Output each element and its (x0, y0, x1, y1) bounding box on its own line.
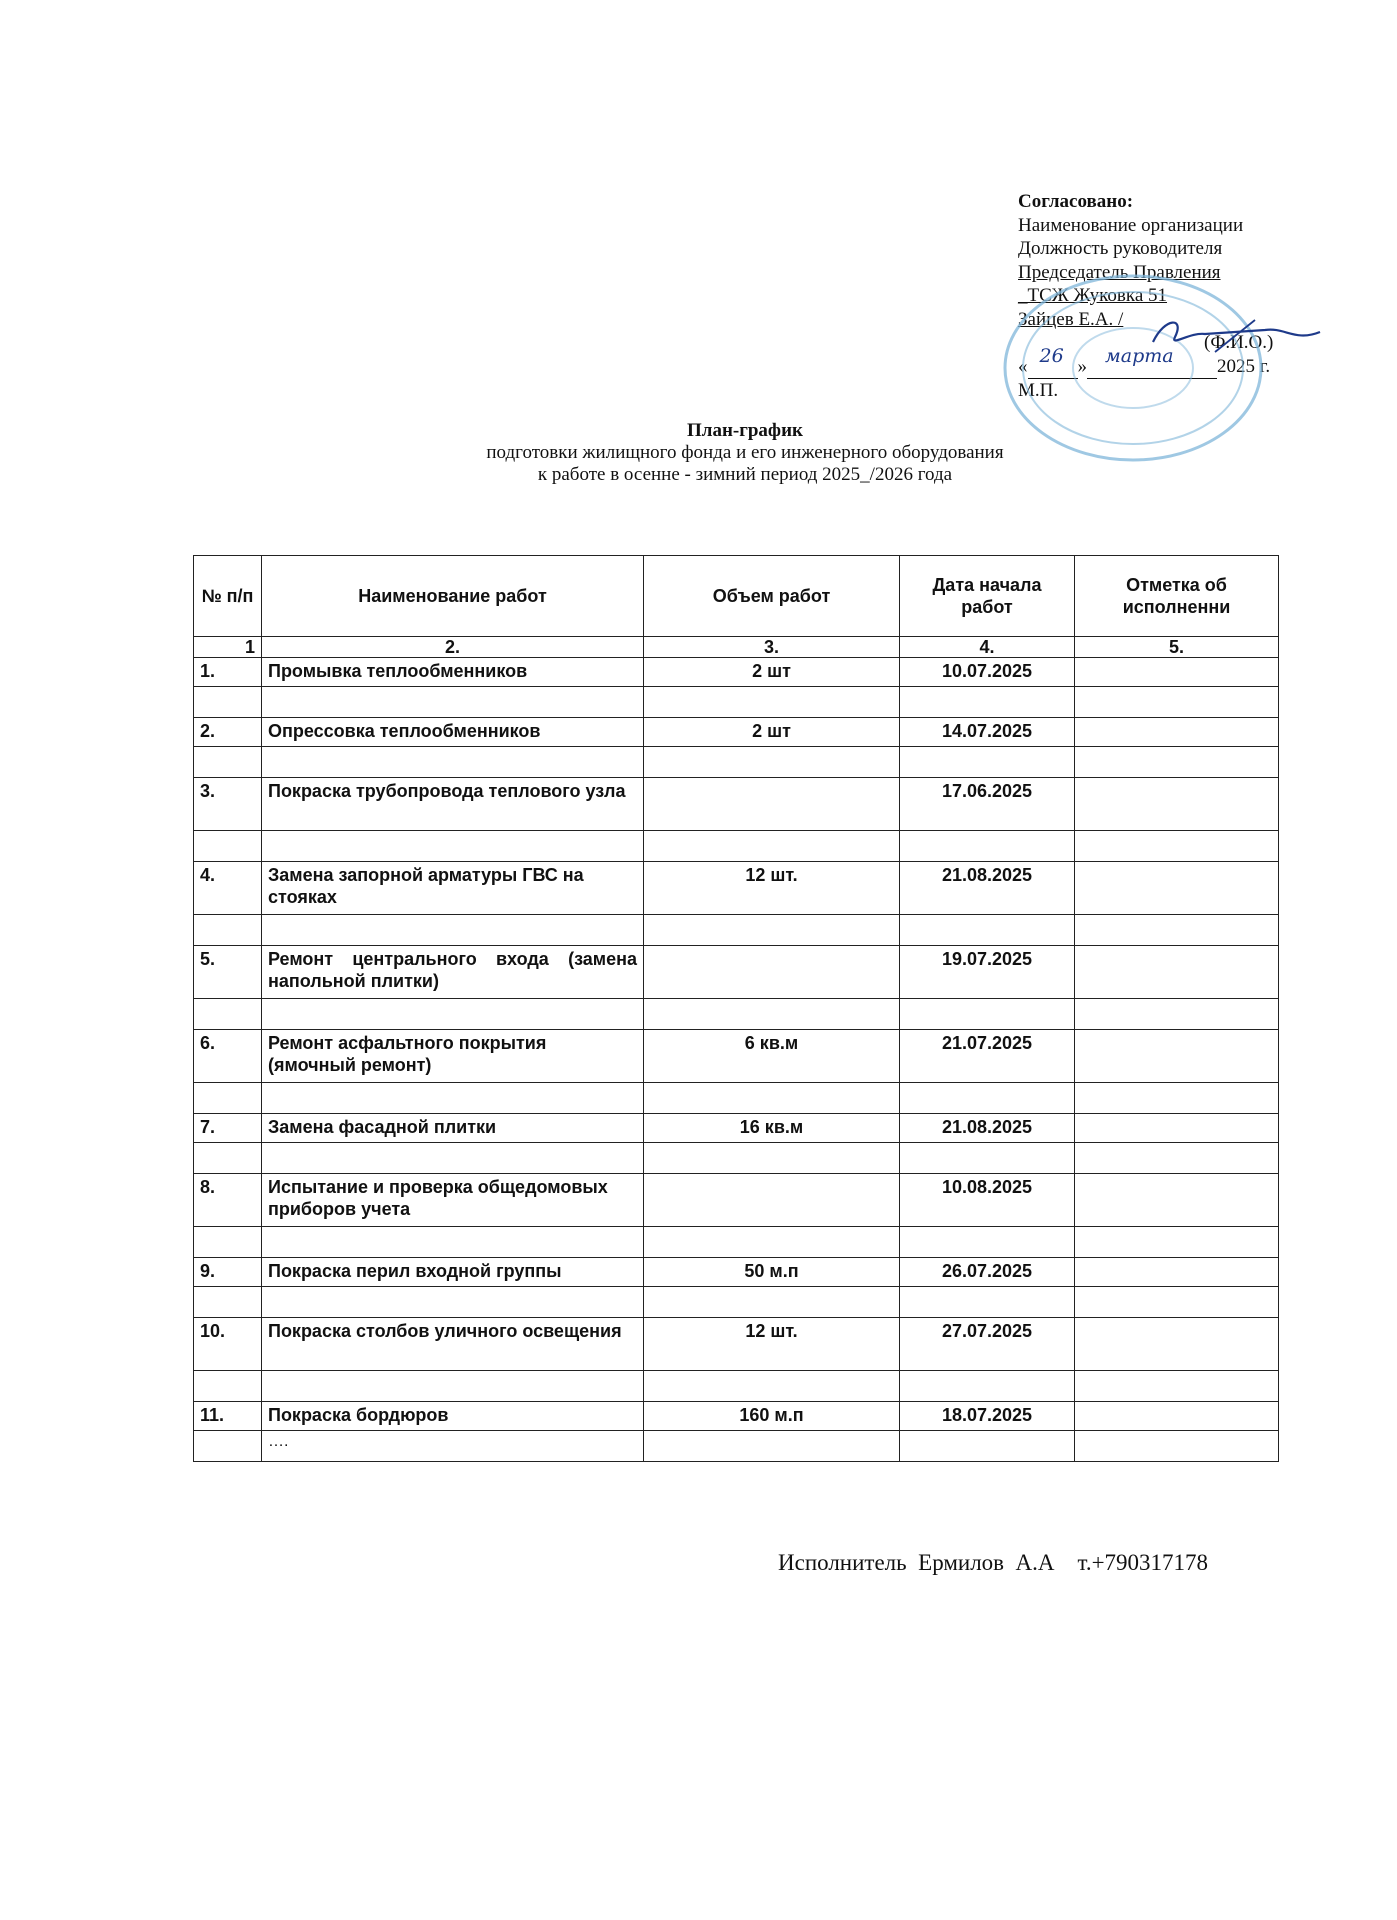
date-year: 2025 г. (1217, 355, 1271, 377)
col-number: 5. (1075, 637, 1279, 658)
cell (262, 915, 644, 946)
cell (194, 1287, 262, 1318)
approval-heading: Согласовано: (1018, 191, 1134, 212)
table-row-spacer (194, 1371, 1279, 1402)
row-num: 9. (194, 1258, 262, 1287)
table-row-spacer (194, 1083, 1279, 1114)
row-num: 10. (194, 1318, 262, 1371)
executor-footer: Исполнитель Ермилов А.А т.+790317178 (778, 1550, 1209, 1575)
header-num: № п/п (194, 556, 262, 637)
cell (1075, 1143, 1279, 1174)
row-mark (1075, 1030, 1279, 1083)
row-date: 21.08.2025 (900, 862, 1075, 915)
cell (1075, 1227, 1279, 1258)
table-row-spacer (194, 999, 1279, 1030)
row-name: Покраска перил входной группы (262, 1258, 644, 1287)
table-row-spacer (194, 915, 1279, 946)
signature-icon (1145, 312, 1325, 362)
cell (900, 1083, 1075, 1114)
table-row (194, 778, 1279, 831)
cell (262, 1227, 644, 1258)
cell (1075, 999, 1279, 1030)
row-num: 8. (194, 1174, 262, 1227)
title-line2: подготовки жилищного фонда и его инженерного оборудования (486, 442, 1004, 463)
cell (1075, 1287, 1279, 1318)
row-date: 14.07.2025 (900, 718, 1075, 747)
cell (644, 1371, 900, 1402)
table-header-row (194, 556, 1279, 637)
cell (262, 1287, 644, 1318)
cell (644, 831, 900, 862)
signer-name: Зайцев Е.А. / (1018, 308, 1124, 330)
row-mark (1075, 1258, 1279, 1287)
col-number: 3. (644, 637, 900, 658)
table-row (194, 1402, 1279, 1431)
row-name: Замена запорной арматуры ГВС на стояках (262, 862, 644, 915)
cell (1075, 687, 1279, 718)
cell (194, 747, 262, 778)
row-name: Покраска трубопровода теплового узла (262, 778, 644, 831)
date-day: 26 (1039, 344, 1064, 367)
cell (644, 1227, 900, 1258)
cell (262, 687, 644, 718)
table-row (194, 862, 1279, 915)
cell (900, 1431, 1075, 1462)
header-name: Наименование работ (262, 556, 644, 637)
table-row-spacer (194, 1287, 1279, 1318)
row-mark (1075, 778, 1279, 831)
cell (194, 831, 262, 862)
cell (900, 1287, 1075, 1318)
row-name: Опрессовка теплообменников (262, 718, 644, 747)
row-date: 21.08.2025 (900, 1114, 1075, 1143)
table-row (194, 1030, 1279, 1083)
cell (644, 999, 900, 1030)
table-row-spacer (194, 687, 1279, 718)
table-row (194, 946, 1279, 999)
table-row-spacer (194, 1227, 1279, 1258)
row-date: 26.07.2025 (900, 1258, 1075, 1287)
cell (1075, 747, 1279, 778)
row-volume: 2 шт (644, 658, 900, 687)
cell (194, 1371, 262, 1402)
title-line3: к работе в осенне - зимний период 2025_/2026 года (537, 464, 953, 485)
cell (644, 1431, 900, 1462)
table-row-spacer (194, 747, 1279, 778)
cell (262, 1143, 644, 1174)
cell (194, 915, 262, 946)
table-row-trailing (194, 1431, 1279, 1462)
col-number: 1 (194, 637, 262, 658)
position-value: Председатель Правления (1018, 261, 1221, 283)
row-num: 11. (194, 1402, 262, 1431)
row-name: Покраска бордюров (262, 1402, 644, 1431)
document-title (400, 420, 1090, 486)
row-volume: 50 м.п (644, 1258, 900, 1287)
cell (194, 1431, 262, 1462)
cell (194, 1227, 262, 1258)
cell (194, 999, 262, 1030)
position-label: Должность руководителя (1018, 238, 1223, 259)
row-volume: 6 кв.м (644, 1030, 900, 1083)
table-row (194, 1114, 1279, 1143)
fio-label: (Ф.И.О.) (1204, 332, 1274, 353)
table-row (194, 658, 1279, 687)
row-name: Испытание и проверка общедомовых приборов учета (262, 1174, 644, 1227)
cell (900, 999, 1075, 1030)
cell (900, 1227, 1075, 1258)
cell (900, 831, 1075, 862)
col-number: 4. (900, 637, 1075, 658)
cell (644, 1287, 900, 1318)
cell (644, 1083, 900, 1114)
row-mark (1075, 658, 1279, 687)
org-value: _ТСЖ Жуковка 51 (1018, 285, 1168, 306)
cell (900, 915, 1075, 946)
row-mark (1075, 862, 1279, 915)
row-volume: 12 шт. (644, 1318, 900, 1371)
date-open-quote: « (1018, 355, 1028, 377)
cell (644, 1143, 900, 1174)
row-volume (644, 778, 900, 831)
cell (1075, 1371, 1279, 1402)
title-line1: План-график (687, 420, 803, 441)
cell (644, 687, 900, 718)
cell (262, 1371, 644, 1402)
col-number: 2. (262, 637, 644, 658)
cell (644, 915, 900, 946)
date-close-quote: » (1077, 355, 1087, 377)
table-row (194, 1258, 1279, 1287)
row-date: 27.07.2025 (900, 1318, 1075, 1371)
row-date: 18.07.2025 (900, 1402, 1075, 1431)
header-date: Дата начала работ (900, 556, 1075, 637)
cell (194, 1143, 262, 1174)
column-number-row (194, 637, 1279, 658)
header-mark: Отметка об исполненни (1075, 556, 1279, 637)
cell (900, 747, 1075, 778)
row-date: 17.06.2025 (900, 778, 1075, 831)
row-mark (1075, 1114, 1279, 1143)
cell (1075, 1083, 1279, 1114)
row-name: Ремонт асфальтного покрытия (ямочный ремонт) (262, 1030, 644, 1083)
row-num: 4. (194, 862, 262, 915)
row-volume: 16 кв.м (644, 1114, 900, 1143)
row-num: 3. (194, 778, 262, 831)
row-volume (644, 946, 900, 999)
header-volume: Объем работ (644, 556, 900, 637)
row-date: 10.07.2025 (900, 658, 1075, 687)
row-num: 1. (194, 658, 262, 687)
row-name: Промывка теплообменников (262, 658, 644, 687)
row-volume: 12 шт. (644, 862, 900, 915)
table-row (194, 1174, 1279, 1227)
cell (900, 687, 1075, 718)
row-date: 21.07.2025 (900, 1030, 1075, 1083)
cell (900, 1371, 1075, 1402)
cell (262, 831, 644, 862)
row-volume (644, 1174, 900, 1227)
date-month: марта (1105, 344, 1174, 367)
row-ellipsis: …. (262, 1431, 644, 1462)
row-num: 5. (194, 946, 262, 999)
cell (1075, 915, 1279, 946)
row-name: Ремонт центрального входа (замена напольной плитки) (262, 946, 644, 999)
row-volume: 2 шт (644, 718, 900, 747)
row-date: 19.07.2025 (900, 946, 1075, 999)
cell (262, 999, 644, 1030)
row-mark (1075, 1174, 1279, 1227)
cell (194, 687, 262, 718)
table-row (194, 1318, 1279, 1371)
row-num: 2. (194, 718, 262, 747)
cell (1075, 831, 1279, 862)
row-mark (1075, 946, 1279, 999)
org-label: Наименование организации (1018, 214, 1244, 236)
row-date: 10.08.2025 (900, 1174, 1075, 1227)
row-mark (1075, 1402, 1279, 1431)
cell (1075, 1431, 1279, 1462)
row-volume: 160 м.п (644, 1402, 900, 1431)
row-num: 6. (194, 1030, 262, 1083)
table-row-spacer (194, 1143, 1279, 1174)
row-name: Покраска столбов уличного освещения (262, 1318, 644, 1371)
cell (262, 1083, 644, 1114)
row-num: 7. (194, 1114, 262, 1143)
cell (194, 1083, 262, 1114)
cell (644, 747, 900, 778)
table-row (194, 718, 1279, 747)
row-name: Замена фасадной плитки (262, 1114, 644, 1143)
cell (262, 747, 644, 778)
row-mark (1075, 1318, 1279, 1371)
works-table (193, 555, 1279, 1462)
mp-label: М.П. (1018, 380, 1059, 401)
row-mark (1075, 718, 1279, 747)
cell (900, 1143, 1075, 1174)
table-row-spacer (194, 831, 1279, 862)
